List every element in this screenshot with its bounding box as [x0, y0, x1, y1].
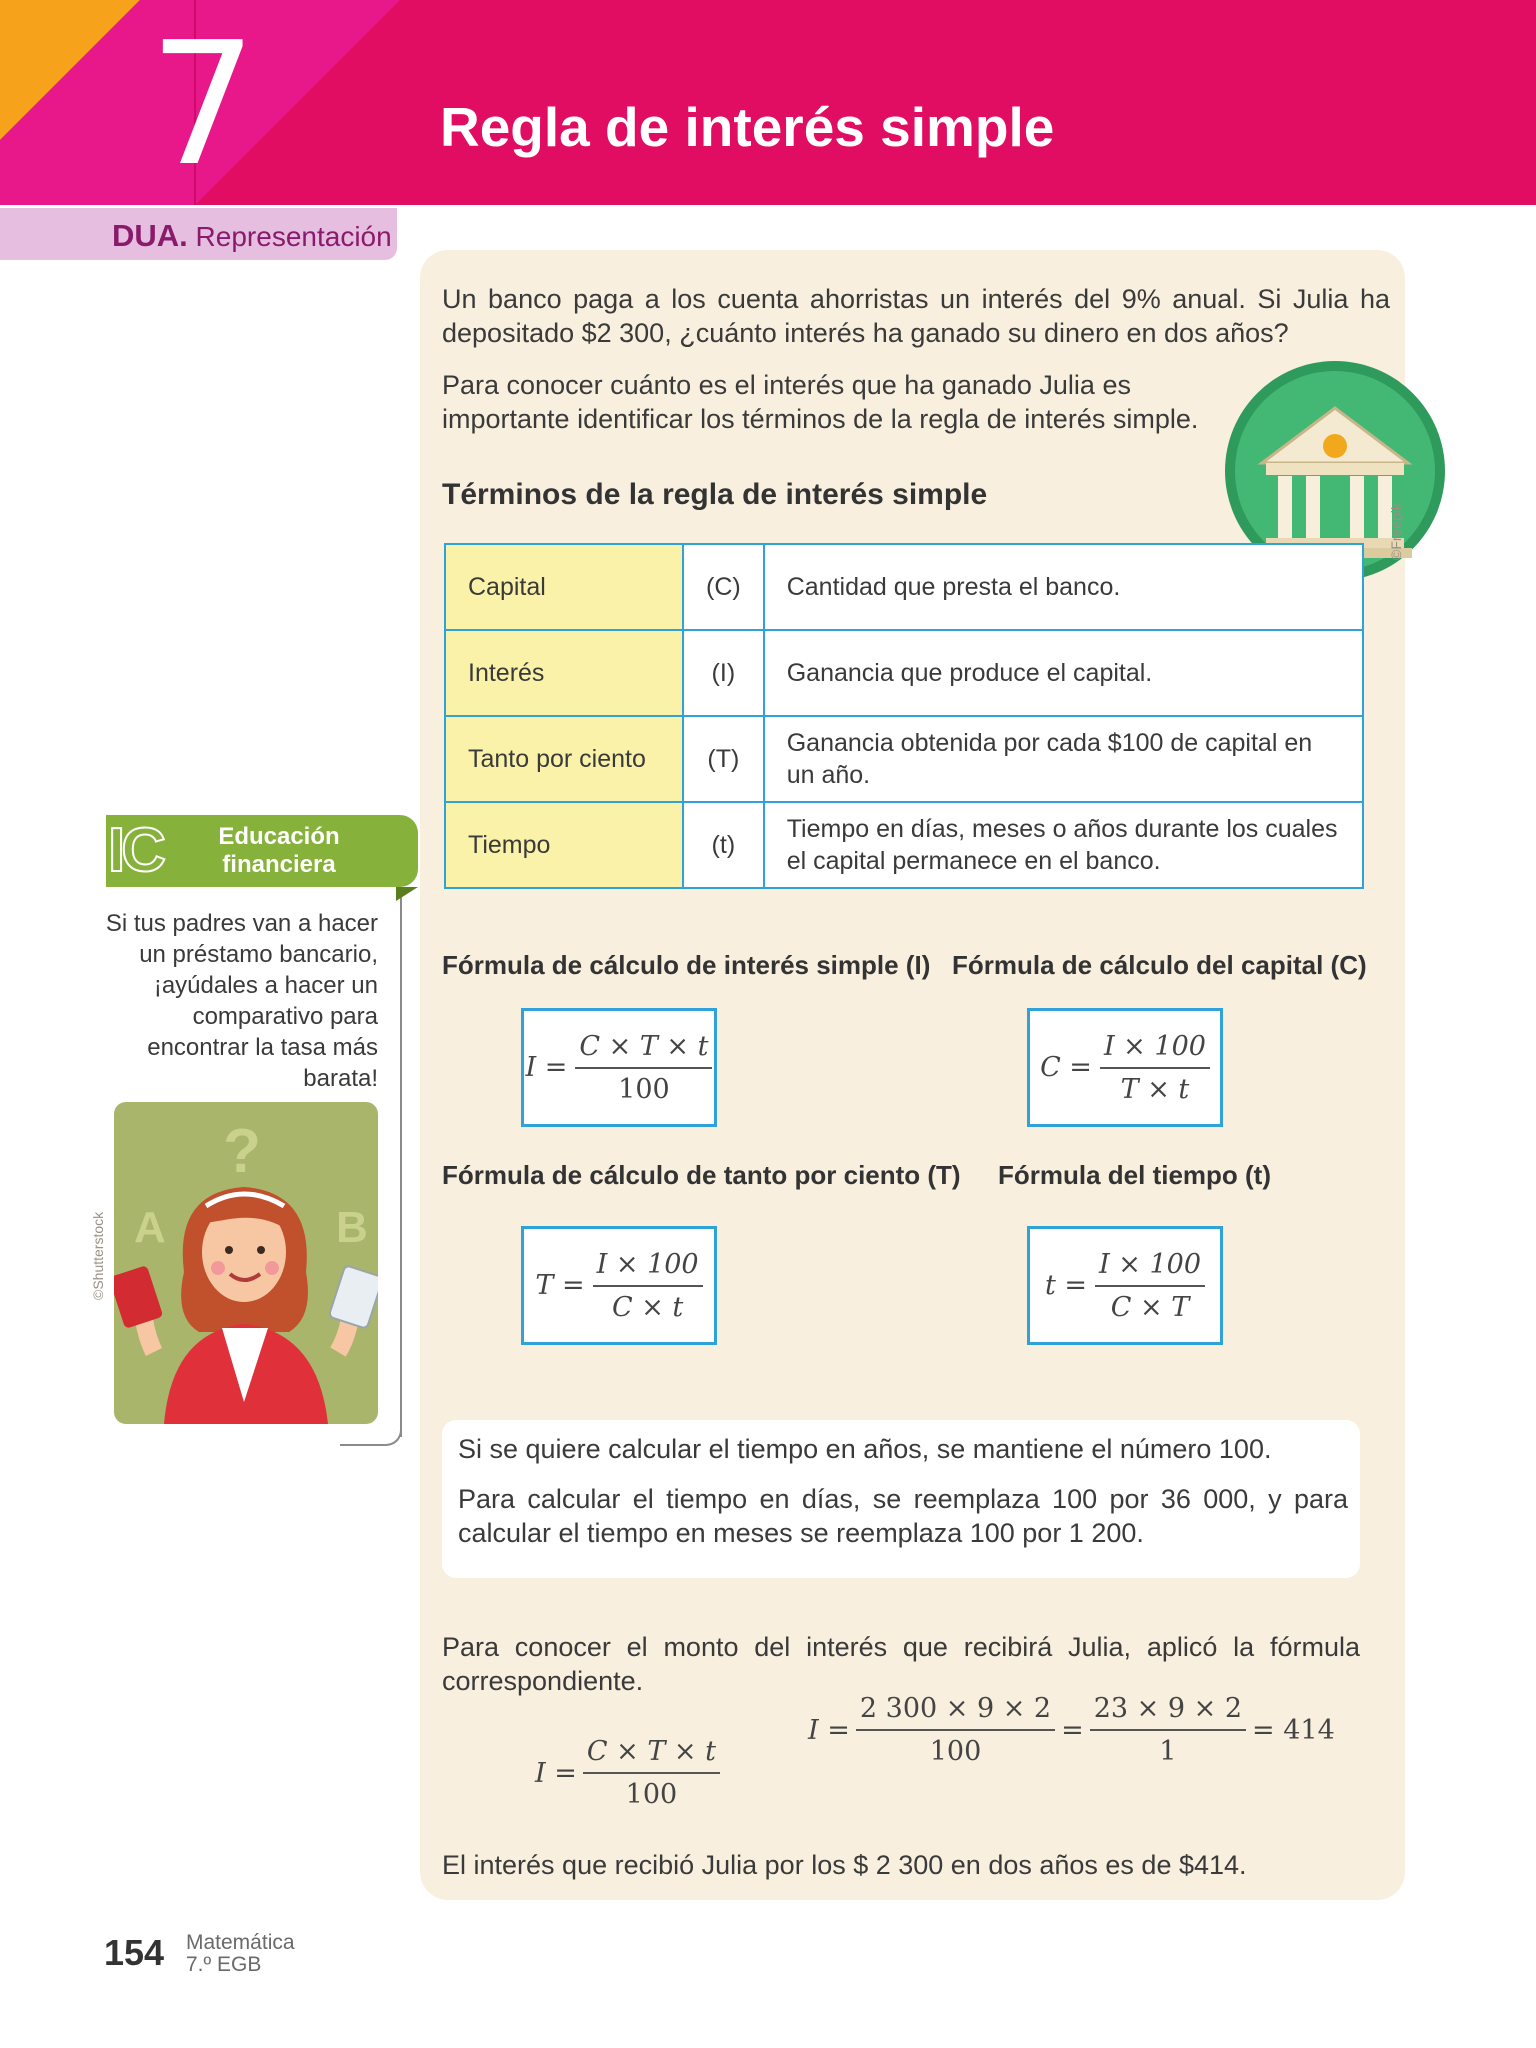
lesson-number: 7 — [148, 6, 258, 204]
application-calculation — [808, 1693, 1335, 1767]
formula-fraction — [1095, 1249, 1205, 1323]
option-a-label: A — [134, 1203, 166, 1252]
formula-lhs: I = — [525, 1052, 568, 1083]
term-description: Ganancia obtenida por cada $100 de capital en un año. — [764, 716, 1363, 802]
dua-rest: Representación — [187, 221, 392, 252]
term-symbol: (I) — [683, 630, 764, 716]
table-row — [445, 802, 1363, 888]
financial-education-title: Educación financiera — [218, 823, 340, 878]
calc-denominator-2: 1 — [1159, 1736, 1177, 1767]
term-symbol: (t) — [683, 802, 764, 888]
table-row — [445, 544, 1363, 630]
financial-education-text: Si tus padres van a hacer un préstamo bancario, ¡ayúdales a hacer un comparativo para encontrar la tasa más barata! — [105, 910, 378, 1092]
formula-numerator: C × T × t — [583, 1736, 720, 1774]
calc-lhs: I = — [808, 1714, 850, 1746]
formula-lhs: t = — [1044, 1270, 1088, 1301]
calc-fraction-1 — [856, 1693, 1055, 1767]
problem-statement: Un banco paga a los cuenta ahorristas un interés del 9% anual. Si Julia ha depositado $2 300, ¿cuánto interés ha ganado su dinero en dos años? — [442, 284, 1390, 348]
term-description: Tiempo en días, meses o años durante los cuales el capital permanece en el banco. — [764, 802, 1363, 888]
term-name: Tanto por ciento — [445, 716, 683, 802]
formula-denominator: C × T — [1110, 1291, 1190, 1323]
grade-level: 7.º EGB — [186, 1953, 262, 1976]
dua-label — [112, 218, 392, 255]
rate-formula-box — [521, 1226, 717, 1345]
formula-numerator: C × T × t — [575, 1031, 712, 1069]
rate-formula-heading: Fórmula de cálculo de tanto por ciento (T) — [442, 1160, 961, 1190]
formula-lhs: C = — [1040, 1052, 1092, 1083]
term-description: Cantidad que presta el banco. — [764, 544, 1363, 630]
formula-lhs: I = — [535, 1757, 577, 1789]
calc-result: = 414 — [1252, 1714, 1335, 1746]
formula-denominator: T × t — [1120, 1073, 1190, 1105]
question-mark-label: ? — [223, 1117, 261, 1186]
page-title: Regla de interés simple — [440, 96, 1055, 158]
calc-numerator-2: 23 × 9 × 2 — [1090, 1693, 1246, 1731]
formula-numerator: I × 100 — [593, 1249, 703, 1287]
formula-fraction — [575, 1031, 712, 1105]
option-b-label: B — [336, 1203, 368, 1252]
term-description: Ganancia que produce el capital. — [764, 630, 1363, 716]
page-number: 154 — [104, 1932, 165, 1973]
dua-strong: DUA. — [112, 218, 188, 253]
intro-context: Para conocer cuánto es el interés que ha ganado Julia es importante identificar los términos de la regla de interés simple. — [442, 370, 1199, 434]
formula-lhs: T = — [535, 1270, 585, 1301]
application-formula — [535, 1736, 726, 1810]
conclusion-text: El interés que recibió Julia por los $ 2 300 en dos años es de $414. — [442, 1850, 1247, 1880]
term-name: Capital — [445, 544, 683, 630]
interest-formula-box — [521, 1008, 717, 1127]
formula-fraction — [593, 1249, 703, 1323]
sidebar-divider — [400, 887, 402, 1437]
girl-comparing-tablets-illustration — [114, 1102, 378, 1424]
financial-education-icon: IC — [108, 816, 162, 885]
image-credit: ©Shutterstock — [90, 1211, 106, 1300]
terms-heading: Términos de la regla de interés simple — [442, 478, 988, 511]
capital-formula-heading: Fórmula de cálculo del capital (C) — [952, 950, 1367, 980]
formula-fraction — [1100, 1031, 1210, 1105]
tab-fold — [396, 887, 418, 901]
term-name: Tiempo — [445, 802, 683, 888]
calc-denominator-1: 100 — [929, 1736, 982, 1767]
application-text: Para conocer el monto del interés que recibirá Julia, aplicó la fórmula correspondiente. — [442, 1632, 1360, 1696]
footer-subject — [186, 1932, 295, 1976]
table-row — [445, 716, 1363, 802]
note-text-days-months: Para calcular el tiempo en días, se reemplaza 100 por 36 000, y para calcular el tiempo en meses se reemplaza 100 por 1 200. — [458, 1484, 1348, 1548]
capital-formula-box — [1027, 1008, 1223, 1127]
time-formula-heading: Fórmula del tiempo (t) — [998, 1160, 1271, 1190]
time-formula-box — [1027, 1226, 1223, 1345]
formula-denominator: 100 — [618, 1073, 670, 1105]
formula-numerator: I × 100 — [1095, 1249, 1205, 1287]
calc-numerator-1: 2 300 × 9 × 2 — [856, 1693, 1055, 1731]
formula-denominator: 100 — [625, 1779, 678, 1810]
formula-denominator: C × t — [611, 1291, 684, 1323]
term-symbol: (C) — [683, 544, 764, 630]
interest-formula-heading: Fórmula de cálculo de interés simple (I) — [442, 950, 931, 980]
calc-fraction-2 — [1090, 1693, 1246, 1767]
formula-numerator: I × 100 — [1100, 1031, 1210, 1069]
table-row — [445, 630, 1363, 716]
terms-table — [444, 543, 1364, 889]
formula-fraction — [583, 1736, 720, 1810]
term-name: Interés — [445, 630, 683, 716]
calc-equals: = — [1061, 1714, 1084, 1746]
image-credit: ©Freepik — [1388, 503, 1404, 560]
term-symbol: (T) — [683, 716, 764, 802]
subject-name: Matemática — [186, 1931, 295, 1954]
note-text-years: Si se quiere calcular el tiempo en años, se mantiene el número 100. — [458, 1434, 1272, 1464]
